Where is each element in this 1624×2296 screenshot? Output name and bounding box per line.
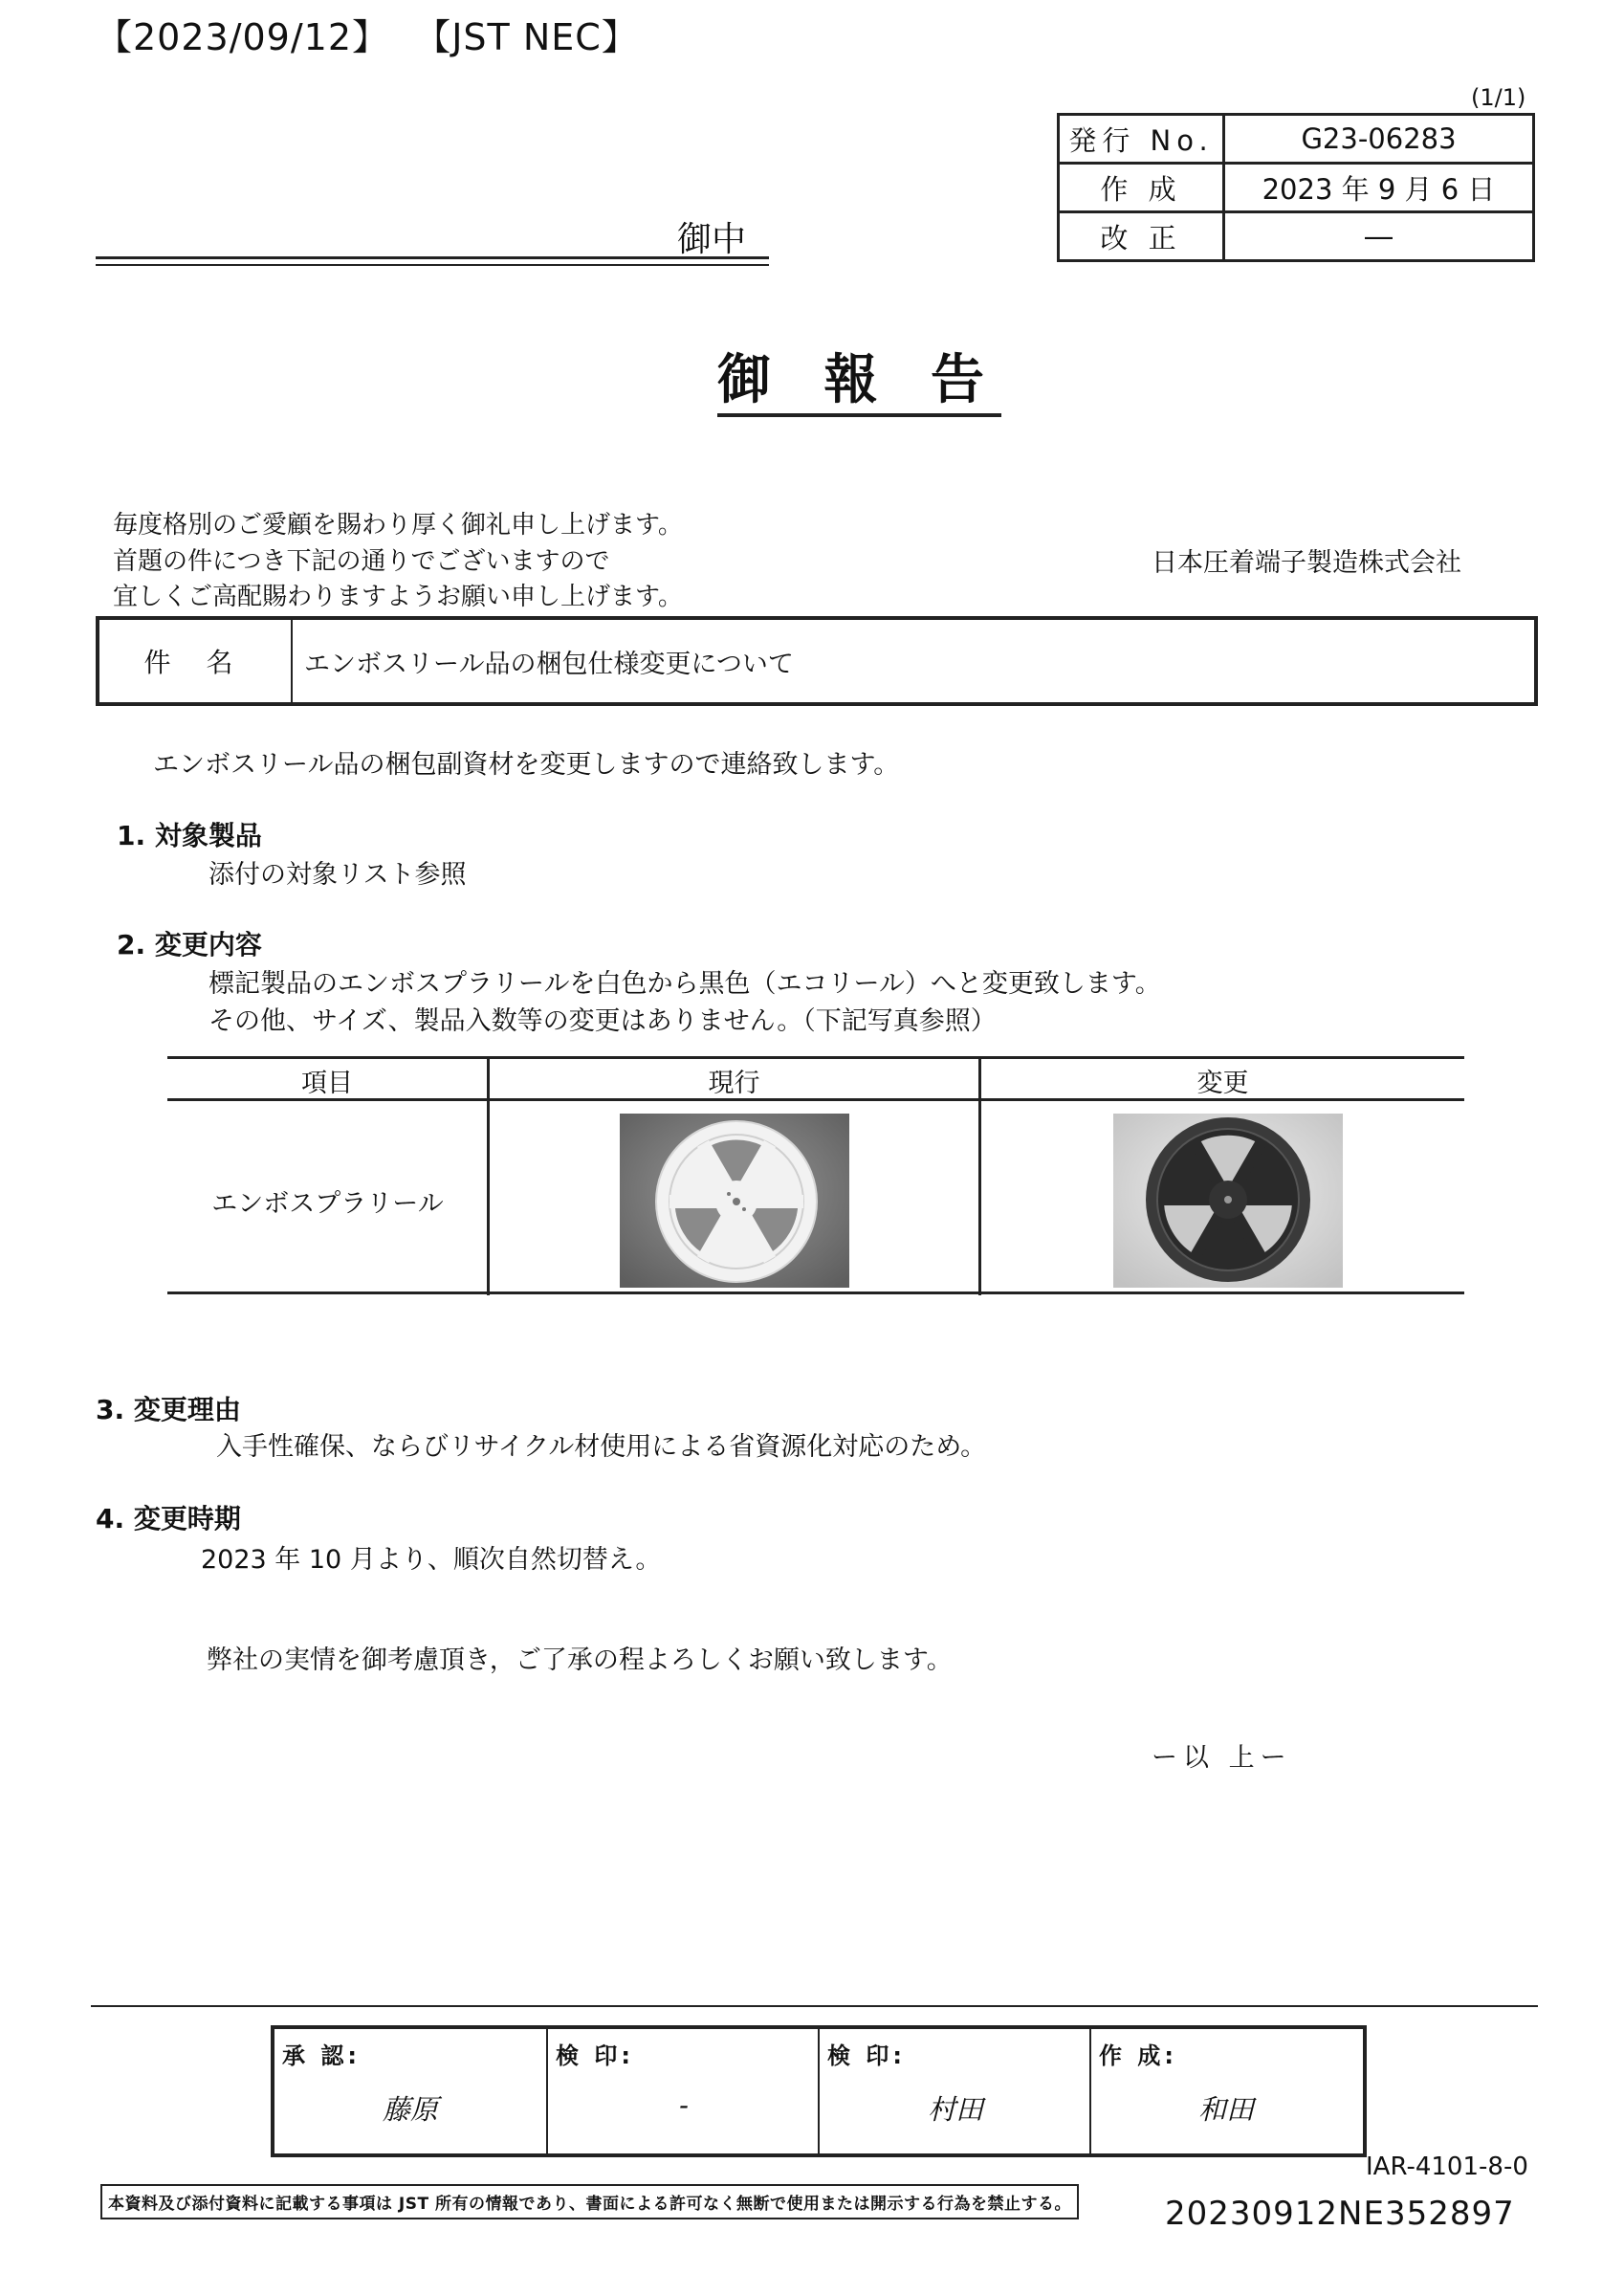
recipient-underline — [96, 256, 769, 259]
section-heading: 3. 変更理由 — [96, 1394, 241, 1425]
issue-row — [1059, 115, 1534, 164]
greeting-line: 宜しくご高配賜わりますようお願い申し上げます。 — [113, 583, 683, 611]
section-text: 2023 年 10 月より、順次自然切替え。 — [201, 1545, 662, 1575]
table-rule — [167, 1098, 1464, 1101]
black-reel-photo — [1113, 1114, 1343, 1288]
greeting-line: 首題の件につき下記の通りでございますので — [113, 547, 610, 576]
subject-label: 件 名 — [99, 620, 293, 702]
recipient-suffix: 御中 — [677, 220, 747, 259]
signature-name: 和田 — [1197, 2093, 1254, 2126]
header-date: 【2023/09/12】 — [96, 16, 390, 58]
column-header: 項目 — [301, 1069, 353, 1098]
subject-value: エンボスリール品の梱包仕様変更について — [304, 649, 794, 679]
header-company: 【JST NEC】 — [414, 16, 639, 58]
table-rule — [167, 1056, 1464, 1059]
signature-box — [271, 2025, 1367, 2157]
closing-mark: ー以 上ー — [1152, 1743, 1292, 1773]
white-reel-photo — [620, 1114, 849, 1288]
issue-value: ― — [1224, 212, 1534, 261]
section-text: その他、サイズ、製品入数等の変更はありません。（下記写真参照） — [208, 1006, 997, 1036]
signature-name: 藤原 — [382, 2093, 438, 2126]
confidentiality-notice: 本資料及び添付資料に記載する事項は JST 所有の情報であり、書面による許可なく無断で使用または開示する行為を禁止する。 — [100, 2184, 1079, 2219]
signature-cell — [274, 2029, 546, 2153]
column-header: 変更 — [1196, 1069, 1249, 1098]
form-code: IAR-4101-8-0 — [1366, 2152, 1528, 2181]
subject-box — [96, 616, 1538, 706]
signature-cell — [546, 2029, 820, 2153]
section-heading: 2. 変更内容 — [117, 929, 262, 960]
header-tag — [96, 8, 639, 60]
section-heading: 1. 対象製品 — [117, 820, 262, 851]
signature-name: - — [679, 2088, 689, 2121]
closing-request: 弊社の実情を御考慮頂き，ご了承の程よろしくお願い致します。 — [207, 1645, 953, 1675]
signature-label: 作 成: — [1099, 2042, 1177, 2069]
issue-row — [1059, 164, 1534, 212]
issue-label: 発行 No. — [1059, 115, 1224, 164]
recipient-underline-2 — [96, 264, 769, 266]
greeting-line: 毎度格別のご愛顧を賜わり厚く御礼申し上げます。 — [113, 511, 683, 540]
issue-value: G23-06283 — [1224, 115, 1534, 164]
issue-info-table — [1057, 113, 1535, 262]
signature-label: 検 印: — [827, 2042, 906, 2069]
section-text: 入手性確保、ならびリサイクル材使用による省資源化対応のため。 — [216, 1432, 987, 1462]
issue-value: 2023 年 9 月 6 日 — [1224, 164, 1534, 212]
signature-name: 村田 — [927, 2093, 983, 2126]
intro-text: エンボスリール品の梱包副資材を変更しますので連絡致します。 — [153, 750, 900, 780]
signature-label: 承 認: — [282, 2042, 361, 2069]
column-header: 現行 — [708, 1069, 760, 1098]
issue-label: 改 正 — [1059, 212, 1224, 261]
issue-row — [1059, 212, 1534, 261]
section-text: 添付の対象リスト参照 — [208, 860, 467, 890]
row-label: エンボスプラリール — [211, 1189, 444, 1219]
signature-label: 検 印: — [556, 2042, 634, 2069]
page-indicator: (1/1) — [1471, 84, 1526, 111]
section-text: 標記製品のエンボスプラリールを白色から黒色（エコリール）へと変更致します。 — [208, 969, 1161, 999]
company-name: 日本圧着端子製造株式会社 — [1152, 548, 1461, 578]
table-rule — [167, 1292, 1464, 1294]
footer-rule — [91, 2005, 1538, 2007]
document-number: 20230912NE352897 — [1165, 2195, 1515, 2233]
section-heading: 4. 変更時期 — [96, 1503, 241, 1534]
comparison-table — [167, 1056, 1464, 1295]
issue-label: 作 成 — [1059, 164, 1224, 212]
signature-cell — [818, 2029, 1091, 2153]
document-title: 御 報 告 — [717, 350, 1001, 417]
signature-cell — [1089, 2029, 1361, 2153]
